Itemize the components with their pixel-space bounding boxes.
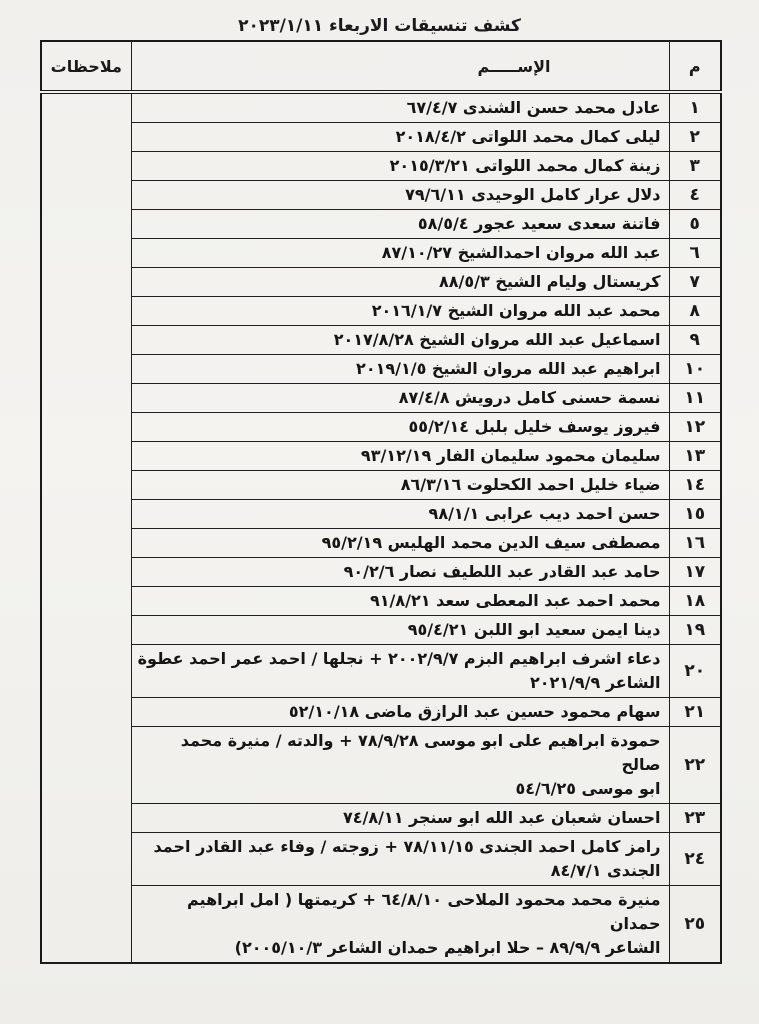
- row-name-line: زينة كمال محمد اللواتى ٢٠١٥/٣/٢١: [389, 156, 661, 175]
- table-body: [41, 92, 721, 963]
- row-number: ٩: [669, 326, 721, 355]
- row-name-cell: [131, 326, 669, 355]
- row-name-cell: [131, 442, 669, 471]
- row-name-line: محمد عبد الله مروان الشيخ ٢٠١٦/١/٧: [371, 301, 661, 320]
- row-number: ٧: [669, 268, 721, 297]
- row-number: ٢٢: [669, 727, 721, 804]
- table-row: [41, 384, 721, 413]
- names-table: [40, 40, 722, 964]
- row-name-cell: [131, 698, 669, 727]
- row-name-line: فيروز يوسف خليل بلبل ٥٥/٢/١٤: [408, 417, 661, 436]
- notes-column-cell: [41, 92, 131, 963]
- row-name-line: دعاء اشرف ابراهيم البزم ٢٠٠٢/٩/٧ + نجلها / احمد عمر احمد عطوة: [137, 649, 661, 668]
- row-number: ٢٤: [669, 833, 721, 886]
- row-number: ٢٥: [669, 886, 721, 964]
- row-name-cell: [131, 558, 669, 587]
- row-number: ١٤: [669, 471, 721, 500]
- row-name-line: سهام محمود حسين عبد الرازق ماضى ٥٢/١٠/١٨: [288, 702, 661, 721]
- row-number: ١٦: [669, 529, 721, 558]
- row-number: ١٢: [669, 413, 721, 442]
- table-row: [41, 123, 721, 152]
- table-row: [41, 804, 721, 833]
- table-row: [41, 727, 721, 804]
- row-name-line: الشاعر ٢٠٢١/٩/٩: [529, 673, 661, 692]
- row-name-cell: [131, 123, 669, 152]
- row-number: ١: [669, 92, 721, 123]
- document-title: كشف تنسيقات الاربعاء ٢٠٢٣/١/١١: [238, 16, 521, 36]
- row-name-line: عادل محمد حسن الشندى ٦٧/٤/٧: [406, 98, 661, 117]
- row-name-cell: [131, 297, 669, 326]
- table-row: [41, 645, 721, 698]
- row-name-line: مصطفى سيف الدين محمد الهليس ٩٥/٢/١٩: [321, 533, 661, 552]
- row-name-cell: [131, 268, 669, 297]
- row-number: ١١: [669, 384, 721, 413]
- row-number: ١٧: [669, 558, 721, 587]
- row-number: ١٠: [669, 355, 721, 384]
- row-number: ١٥: [669, 500, 721, 529]
- table-row: [41, 326, 721, 355]
- row-name-line: ابراهيم عبد الله مروان الشيخ ٢٠١٩/١/٥: [356, 359, 661, 378]
- row-name-line: عبد الله مروان احمدالشيخ ٨٧/١٠/٢٧: [381, 243, 661, 262]
- row-name-cell: [131, 727, 669, 804]
- header-number: م: [669, 41, 721, 92]
- table-row: [41, 587, 721, 616]
- row-number: ٤: [669, 181, 721, 210]
- row-name-line: ابو موسى ٥٤/٦/٢٥: [515, 779, 661, 798]
- row-name-line: الجندى ٨٤/٧/١: [550, 861, 661, 880]
- row-name-line: دينا ايمن سعيد ابو اللبن ٩٥/٤/٢١: [407, 620, 661, 639]
- row-name-line: ضياء خليل احمد الكحلوت ٨٦/٣/١٦: [400, 475, 661, 494]
- row-number: ٢٠: [669, 645, 721, 698]
- table-row: [41, 529, 721, 558]
- table-row: [41, 886, 721, 964]
- row-name-cell: [131, 616, 669, 645]
- row-number: ٢: [669, 123, 721, 152]
- row-name-cell: [131, 645, 669, 698]
- table-row: [41, 152, 721, 181]
- row-name-cell: [131, 413, 669, 442]
- row-name-line: احسان شعبان عبد الله ابو سنجر ٧٤/٨/١١: [342, 808, 661, 827]
- row-name-line: دلال عرار كامل الوحيدى ٧٩/٦/١١: [405, 185, 661, 204]
- table-row: [41, 239, 721, 268]
- table-row: [41, 558, 721, 587]
- row-name-line: سليمان محمود سليمان الفار ٩٣/١٢/١٩: [360, 446, 661, 465]
- table-row: [41, 268, 721, 297]
- row-name-cell: [131, 500, 669, 529]
- row-name-cell: [131, 804, 669, 833]
- row-name-line: كريستال وليام الشيخ ٨٨/٥/٣: [439, 272, 661, 291]
- row-name-line: الشاعر ٨٩/٩/٩ – حلا ابراهيم حمدان الشاعر ٢٠٠٥/١٠/٣): [234, 938, 661, 957]
- row-number: ٦: [669, 239, 721, 268]
- row-name-line: منيرة محمد محمود الملاحى ٦٤/٨/١٠ + كريمتها ( امل ابراهيم حمدان: [187, 890, 661, 933]
- row-name-line: محمد احمد عبد المعطى سعد ٩١/٨/٢١: [370, 591, 661, 610]
- row-name-cell: [131, 210, 669, 239]
- table-row: [41, 413, 721, 442]
- row-number: ٥: [669, 210, 721, 239]
- row-name-line: اسماعيل عبد الله مروان الشيخ ٢٠١٧/٨/٢٨: [333, 330, 661, 349]
- row-name-cell: [131, 587, 669, 616]
- table-row: [41, 833, 721, 886]
- row-number: ٨: [669, 297, 721, 326]
- row-number: ٢٣: [669, 804, 721, 833]
- table-row: [41, 181, 721, 210]
- row-number: ١٣: [669, 442, 721, 471]
- row-name-cell: [131, 355, 669, 384]
- row-name-cell: [131, 529, 669, 558]
- table-row: [41, 355, 721, 384]
- row-name-line: ليلى كمال محمد اللواتى ٢٠١٨/٤/٢: [395, 127, 661, 146]
- row-name-cell: [131, 152, 669, 181]
- table-row: [41, 210, 721, 239]
- header-row: [41, 41, 721, 92]
- table-row: [41, 500, 721, 529]
- row-name-cell: [131, 181, 669, 210]
- row-name-cell: [131, 239, 669, 268]
- table-row: [41, 698, 721, 727]
- row-name-cell: [131, 471, 669, 500]
- row-name-line: رامز كامل احمد الجندى ٧٨/١١/١٥ + زوجته / وفاء عبد القادر احمد: [153, 837, 661, 856]
- table-row: [41, 297, 721, 326]
- row-number: ١٩: [669, 616, 721, 645]
- row-name-cell: [131, 886, 669, 964]
- row-name-line: فاتنة سعدى سعيد عجور ٥٨/٥/٤: [417, 214, 661, 233]
- table-row: [41, 92, 721, 123]
- table-row: [41, 471, 721, 500]
- row-name-cell: [131, 833, 669, 886]
- table-row: [41, 616, 721, 645]
- header-name: الإســـــم: [131, 41, 669, 92]
- row-name-cell: [131, 384, 669, 413]
- row-name-line: حسن احمد ديب عرابى ٩٨/١/١: [428, 504, 661, 523]
- row-number: ١٨: [669, 587, 721, 616]
- header-notes: ملاحظات: [41, 41, 131, 92]
- row-name-line: حامد عبد القادر عبد اللطيف نصار ٩٠/٢/٦: [343, 562, 661, 581]
- row-number: ٢١: [669, 698, 721, 727]
- row-number: ٣: [669, 152, 721, 181]
- row-name-line: نسمة حسنى كامل درويش ٨٧/٤/٨: [398, 388, 661, 407]
- row-name-line: حمودة ابراهيم على ابو موسى ٧٨/٩/٢٨ + والدته / منيرة محمد صالح: [180, 731, 661, 774]
- table-row: [41, 442, 721, 471]
- row-name-cell: [131, 92, 669, 123]
- table-header: [41, 41, 721, 92]
